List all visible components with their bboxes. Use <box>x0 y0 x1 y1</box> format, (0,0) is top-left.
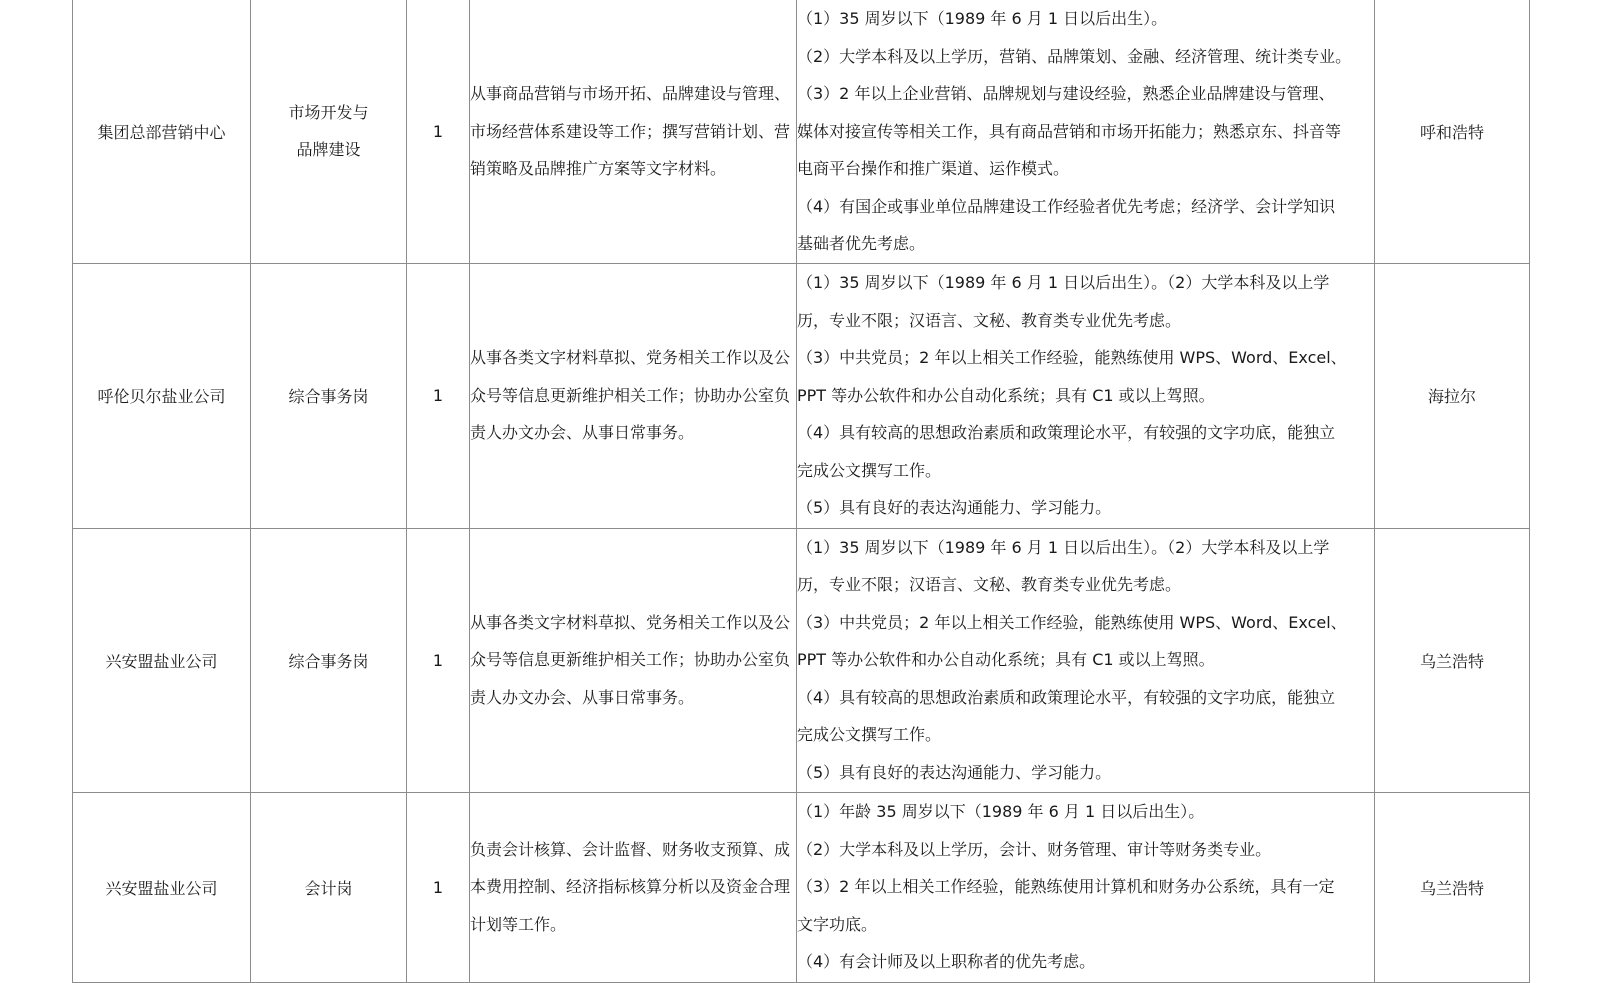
recruitment-table-container <box>72 0 1529 983</box>
requirement-line: 历，专业不限；汉语言、文秘、教育类专业优先考虑。 <box>797 575 1182 595</box>
unit-cell: 兴安盟盐业公司 <box>73 528 251 792</box>
requirement-line: 完成公文撰写工作。 <box>797 460 942 480</box>
requirement-line: （4）具有较高的思想政治素质和政策理论水平，有较强的文字功底，能独立 <box>797 687 1336 707</box>
duties-text: 负责会计核算、会计监督、财务收支预算、成本费用控制、经济指标核算分析以及资金合理计划等工作。 <box>470 839 791 934</box>
position-line: 市场开发与 <box>288 102 369 122</box>
position-cell <box>251 263 407 528</box>
requirements-cell <box>797 792 1375 982</box>
duties-text: 从事商品营销与市场开拓、品牌建设与管理、市场经营体系建设等工作；撰写营销计划、营销策略及品牌推广方案等文字材料。 <box>470 84 791 178</box>
requirement-line: 历，专业不限；汉语言、文秘、教育类专业优先考虑。 <box>797 310 1182 330</box>
position-line: 会计岗 <box>304 878 353 898</box>
requirement-line: （4）有国企或事业单位品牌建设工作经验者优先考虑；经济学、会计学知识 <box>797 196 1336 216</box>
requirement-line: （5）具有良好的表达沟通能力、学习能力。 <box>797 498 1112 518</box>
requirement-line: 文字功底。 <box>797 914 878 934</box>
location-cell: 呼和浩特 <box>1375 0 1530 263</box>
count-cell: 1 <box>407 792 470 982</box>
requirement-line: PPT 等办公软件和办公自动化系统；具有 C1 或以上驾照。 <box>797 650 1215 670</box>
position-cell <box>251 0 407 263</box>
duties-cell <box>470 0 797 263</box>
location-cell: 海拉尔 <box>1375 263 1530 528</box>
location-cell: 乌兰浩特 <box>1375 792 1530 982</box>
requirement-line: （3）中共党员；2 年以上相关工作经验，能熟练使用 WPS、Word、Excel、 <box>797 348 1347 368</box>
requirement-line: （1）35 周岁以下（1989 年 6 月 1 日以后出生）。（2）大学本科及以上学 <box>797 273 1330 293</box>
duties-text: 从事各类文字材料草拟、党务相关工作以及公众号等信息更新维护相关工作；协助办公室负责人办文办会、从事日常事务。 <box>470 612 791 707</box>
count-cell: 1 <box>407 263 470 528</box>
unit-cell: 集团总部营销中心 <box>73 0 251 263</box>
unit-cell: 兴安盟盐业公司 <box>73 792 251 982</box>
position-line: 品牌建设 <box>296 140 361 160</box>
unit-cell: 呼伦贝尔盐业公司 <box>73 263 251 528</box>
duties-cell <box>470 792 797 982</box>
requirement-line: 电商平台操作和推广渠道、运作模式。 <box>797 159 1070 178</box>
requirement-line: （4）有会计师及以上职称者的优先考虑。 <box>797 952 1096 972</box>
requirement-line: （4）具有较高的思想政治素质和政策理论水平，有较强的文字功底，能独立 <box>797 423 1336 443</box>
requirement-line: （3）2 年以上相关工作经验，能熟练使用计算机和财务办公系统，具有一定 <box>797 877 1335 897</box>
table-row <box>73 528 1530 792</box>
requirement-line: （1）年龄 35 周岁以下（1989 年 6 月 1 日以后出生）。 <box>797 802 1205 822</box>
requirement-line: PPT 等办公软件和办公自动化系统；具有 C1 或以上驾照。 <box>797 385 1215 405</box>
requirement-line: （5）具有良好的表达沟通能力、学习能力。 <box>797 762 1112 782</box>
requirement-line: （1）35 周岁以下（1989 年 6 月 1 日以后出生）。 <box>797 9 1168 28</box>
duties-text: 从事各类文字材料草拟、党务相关工作以及公众号等信息更新维护相关工作；协助办公室负责人办文办会、从事日常事务。 <box>470 348 791 443</box>
position-cell <box>251 792 407 982</box>
recruitment-table <box>72 0 1530 983</box>
requirement-line: 完成公文撰写工作。 <box>797 725 942 745</box>
count-cell: 1 <box>407 528 470 792</box>
duties-cell <box>470 263 797 528</box>
table-row <box>73 263 1530 528</box>
duties-cell <box>470 528 797 792</box>
table-row <box>73 792 1530 982</box>
table-row <box>73 0 1530 263</box>
requirements-cell <box>797 0 1375 263</box>
requirement-line: 基础者优先考虑。 <box>797 234 926 253</box>
table-body <box>73 0 1530 982</box>
requirement-line: （1）35 周岁以下（1989 年 6 月 1 日以后出生）。（2）大学本科及以上学 <box>797 537 1330 557</box>
position-line: 综合事务岗 <box>288 651 369 671</box>
position-cell <box>251 528 407 792</box>
count-cell: 1 <box>407 0 470 263</box>
requirement-line: （2）大学本科及以上学历，会计、财务管理、审计等财务类专业。 <box>797 839 1272 859</box>
requirement-line: （3）2 年以上企业营销、品牌规划与建设经验，熟悉企业品牌建设与管理、 <box>797 84 1335 103</box>
location-cell: 乌兰浩特 <box>1375 528 1530 792</box>
requirements-cell <box>797 263 1375 528</box>
requirements-cell <box>797 528 1375 792</box>
requirement-line: 媒体对接宣传等相关工作，具有商品营销和市场开拓能力；熟悉京东、抖音等 <box>797 121 1342 141</box>
position-line: 综合事务岗 <box>288 387 369 406</box>
requirement-line: （3）中共党员；2 年以上相关工作经验，能熟练使用 WPS、Word、Excel、 <box>797 612 1347 632</box>
requirement-line: （2）大学本科及以上学历，营销、品牌策划、金融、经济管理、统计类专业。 <box>797 46 1352 66</box>
